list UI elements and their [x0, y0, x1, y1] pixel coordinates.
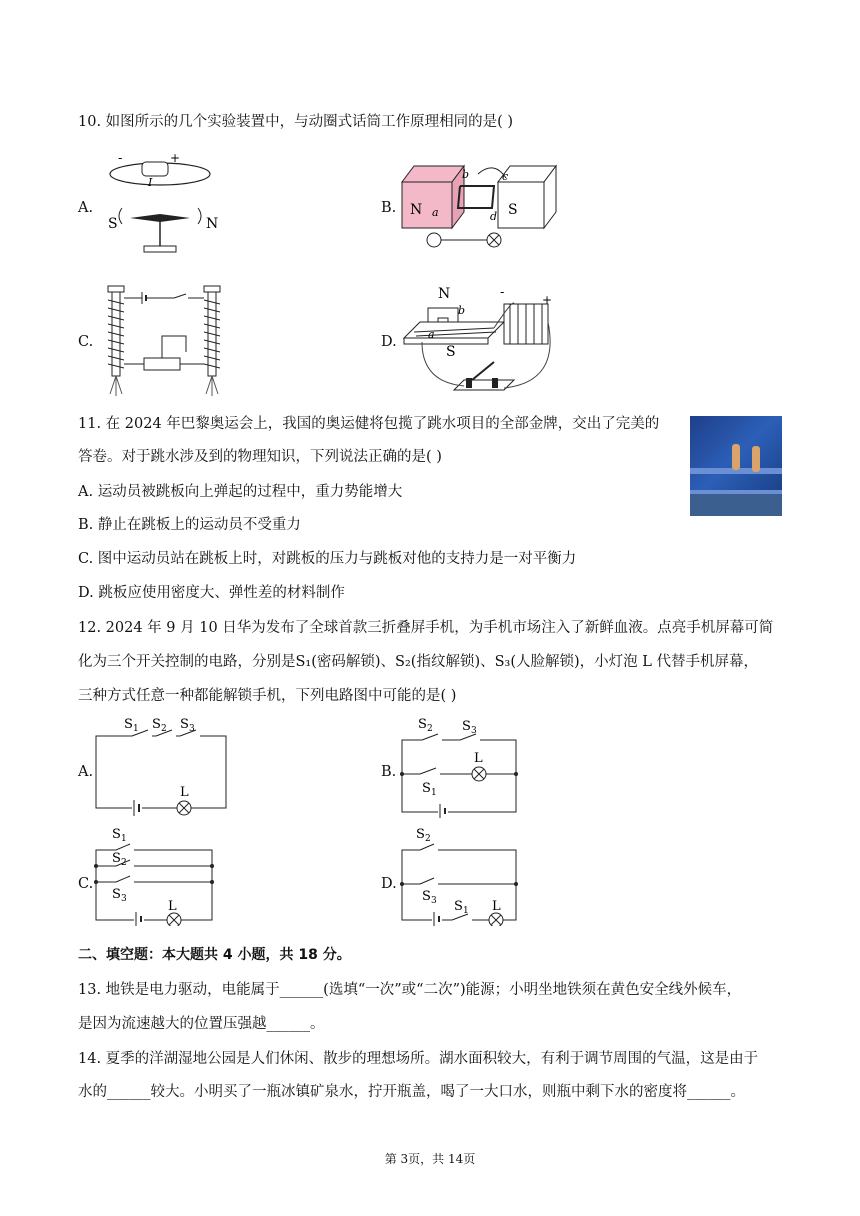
svg-text:2: 2 [161, 724, 167, 734]
q10-figure-b [398, 158, 568, 258]
q10d-b: b [458, 304, 466, 317]
svg-text:1: 1 [133, 724, 139, 734]
svg-text:S: S [180, 717, 189, 732]
q11-option-c: C. 图中运动员站在跳板上时，对跳板的压力与跳板对他的支持力是一对平衡力 [78, 551, 577, 567]
q14-line1: 14. 夏季的洋湖湿地公园是人们休闲、散步的理想场所。湖水面积较大，有利于调节周围的气温，这是由于 [78, 1051, 759, 1067]
q10-option-d-label: D. [381, 334, 397, 350]
q10d-minus: - [500, 285, 505, 300]
page-footer: 第 3页，共 14页 [384, 1152, 476, 1166]
q12-circuit-b [398, 714, 528, 818]
svg-text:1: 1 [121, 834, 127, 844]
q10b-a: a [432, 206, 439, 219]
svg-text:1: 1 [463, 906, 469, 916]
q10b-b: b [462, 168, 470, 181]
svg-text:2: 2 [121, 858, 127, 868]
svg-text:L: L [474, 751, 483, 766]
svg-text:1: 1 [431, 788, 437, 798]
svg-text:L: L [180, 785, 189, 800]
q12-option-d-label: D. [381, 876, 397, 892]
q10d-plus: + [542, 293, 553, 307]
q10a-s-pole: S [108, 216, 118, 232]
svg-text:3: 3 [431, 896, 437, 906]
svg-text:S: S [416, 827, 425, 842]
svg-text:2: 2 [425, 834, 431, 844]
q10a-plus: + [170, 151, 181, 165]
q10-option-a-label: A. [78, 200, 94, 216]
q10d-a: a [428, 328, 435, 341]
q10b-s-pole: S [508, 202, 518, 218]
q12-option-a-label: A. [78, 764, 94, 780]
q10b-d: d [490, 210, 498, 223]
q12-stem-line3: 三种方式任意一种都能解锁手机，下列电路图中可能的是( ) [78, 688, 457, 704]
svg-text:S: S [124, 717, 133, 732]
svg-text:2: 2 [427, 724, 433, 734]
q10d-s-pole: S [446, 344, 456, 360]
section-heading: 二、填空题：本大题共 4 小题，共 18 分。 [78, 947, 351, 963]
q10-figure-a [100, 150, 220, 260]
q11-option-b: B. 静止在跳板上的运动员不受重力 [78, 517, 301, 533]
q12-stem-line1: 12. 2024 年 9 月 10 日华为发布了全球首款三折叠屏手机，为手机市场注入了新鲜血液。点亮手机屏幕可简 [78, 620, 774, 636]
q10a-minus: - [118, 151, 123, 166]
q11-option-d: D. 跳板应使用密度大、弹性差的材料制作 [78, 585, 345, 601]
svg-text:3: 3 [471, 726, 477, 736]
q11-option-a: A. 运动员被跳板向上弹起的过程中，重力势能增大 [78, 484, 403, 500]
svg-text:S: S [112, 827, 121, 842]
q13-line1: 13. 地铁是电力驱动，电能属于______(选填“一次”或“二次”)能源；小明坐地铁须在黄色安全线外候车， [78, 982, 742, 998]
q10-figure-c [100, 282, 240, 398]
q12-circuit-c [94, 826, 224, 926]
q10b-c: c [502, 170, 509, 183]
svg-text:S: S [418, 717, 427, 732]
q13-line2: 是因为流速越大的位置压强越______。 [78, 1016, 325, 1032]
q12-circuit-a [94, 714, 234, 824]
q12-option-b-label: B. [381, 764, 397, 780]
q10a-n-pole: N [206, 216, 219, 232]
q11-stem-line2: 答卷。对于跳水涉及到的物理知识，下列说法正确的是( ) [78, 449, 442, 465]
q12-option-c-label: C. [78, 876, 94, 892]
svg-text:S: S [112, 887, 121, 902]
q12-stem-line2: 化为三个开关控制的电路，分别是S₁(密码解锁)、S₂(指纹解锁)、S₃(人脸解锁)，小灯泡 L 代替手机屏幕， [78, 654, 759, 670]
svg-text:S: S [462, 719, 471, 734]
svg-text:S: S [152, 717, 161, 732]
q10d-n-pole: N [438, 286, 451, 302]
q11-stem-line1: 11. 在 2024 年巴黎奥运会上，我国的奥运健将包揽了跳水项目的全部金牌，交出了完美的 [78, 416, 660, 432]
q10-option-c-label: C. [78, 334, 94, 350]
q12-circuit-d [398, 826, 528, 926]
svg-text:3: 3 [189, 724, 195, 734]
svg-text:S: S [422, 889, 431, 904]
q10b-n-pole: N [410, 202, 423, 218]
q10-option-b-label: B. [381, 200, 397, 216]
svg-text:L: L [168, 899, 177, 914]
q10a-current: I [148, 176, 153, 189]
svg-text:3: 3 [121, 894, 127, 904]
svg-text:S: S [112, 851, 121, 866]
q10-figure-d [398, 282, 568, 404]
svg-text:S: S [454, 899, 463, 914]
svg-text:S: S [422, 781, 431, 796]
q14-line2: 水的______较大。小明买了一瓶冰镇矿泉水，拧开瓶盖，喝了一大口水，则瓶中剩下水的密度将______。 [78, 1084, 745, 1100]
q10-stem: 10. 如图所示的几个实验装置中，与动圈式话筒工作原理相同的是( ) [78, 114, 514, 130]
diving-photo [690, 416, 782, 516]
svg-text:L: L [492, 899, 501, 914]
